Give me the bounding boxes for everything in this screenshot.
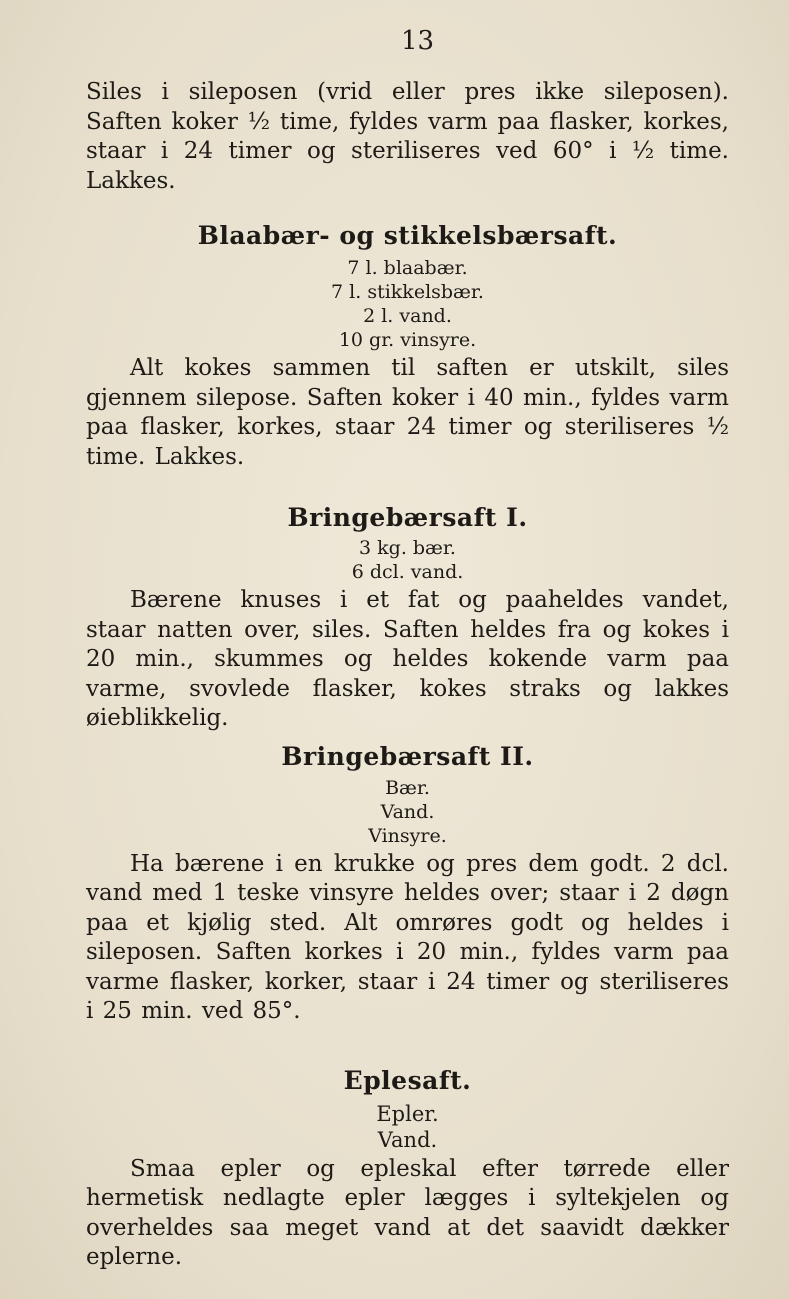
ingredient-item: 7 l. blaabær. (347, 257, 468, 279)
ingredient-item: Epler. (376, 1101, 439, 1126)
recipe-instructions: Alt kokes sammen til saften er utskilt, siles gjennem silepose. Saften koker i 40 min., fyldes varm paa flasker, korkes, staar 24 timer og steriliseres ½ time. Lakkes. (86, 355, 729, 470)
ingredient-list (86, 776, 729, 848)
recipe-instructions: Smaa epler og epleskal efter tørrede eller hermetisk nedlagte epler lægges i syltekjelen og overheldes saa meget vand at det saavidt dækker eplerne. (86, 1155, 729, 1270)
intro-paragraph: Siles i sileposen (vrid eller pres ikke sileposen). Saften koker ½ time, fyldes varm paa flasker, korkes, staar i 24 timer og steriliseres ved 60° i ½ time. Lakkes. (86, 79, 729, 194)
recipe-instructions: Ha bærene i en krukke og pres dem godt. 2 dcl. vand med 1 teske vinsyre heldes over; staar i 2 døgn paa et kjølig sted. Alt omrøres godt og heldes i sileposen. Saften korkes i 20 min., fyldes varm paa varme flasker, korker, staar i 24 timer og steriliseres i 25 min. ved 85°. (86, 850, 729, 1024)
recipe-blaabaer-stikkelsbaersaft (86, 216, 729, 472)
ingredient-item: Vand. (380, 800, 435, 823)
ingredient-item: 10 gr. vinsyre. (338, 329, 477, 351)
recipe-bringebaersaft-2 (86, 738, 729, 1027)
recipe-title: Eplesaft. (343, 1065, 472, 1095)
ingredient-item: Vand. (377, 1127, 438, 1152)
recipe-instructions: Bærene knuses i et fat og paaheldes vandet, staar natten over, siles. Saften heldes fra og kokes i 20 min., skummes og heldes kokende varm paa varme, svovlede flasker, kokes straks og lakkes øieblikkelig. (86, 587, 729, 731)
recipe-title: Blaabær- og stikkelsbærsaft. (197, 221, 618, 250)
ingredient-list (86, 256, 729, 352)
ingredient-item: 3 kg. bær. (359, 537, 456, 559)
ingredient-list (86, 1101, 729, 1153)
recipe-title: Bringebærsaft I. (287, 503, 528, 532)
page-number: 13 (400, 26, 435, 56)
ingredient-list (86, 536, 729, 584)
ingredient-item: Bær. (385, 776, 430, 799)
ingredient-item: 2 l. vand. (363, 305, 452, 327)
ingredient-item: 6 dcl. vand. (351, 561, 464, 583)
ingredient-item: 7 l. stikkelsbær. (331, 281, 484, 303)
recipe-bringebaersaft-1 (86, 500, 729, 734)
ingredient-item: Vinsyre. (368, 824, 447, 847)
recipe-title: Bringebærsaft II. (281, 741, 534, 771)
recipe-eplesaft (86, 1061, 729, 1273)
